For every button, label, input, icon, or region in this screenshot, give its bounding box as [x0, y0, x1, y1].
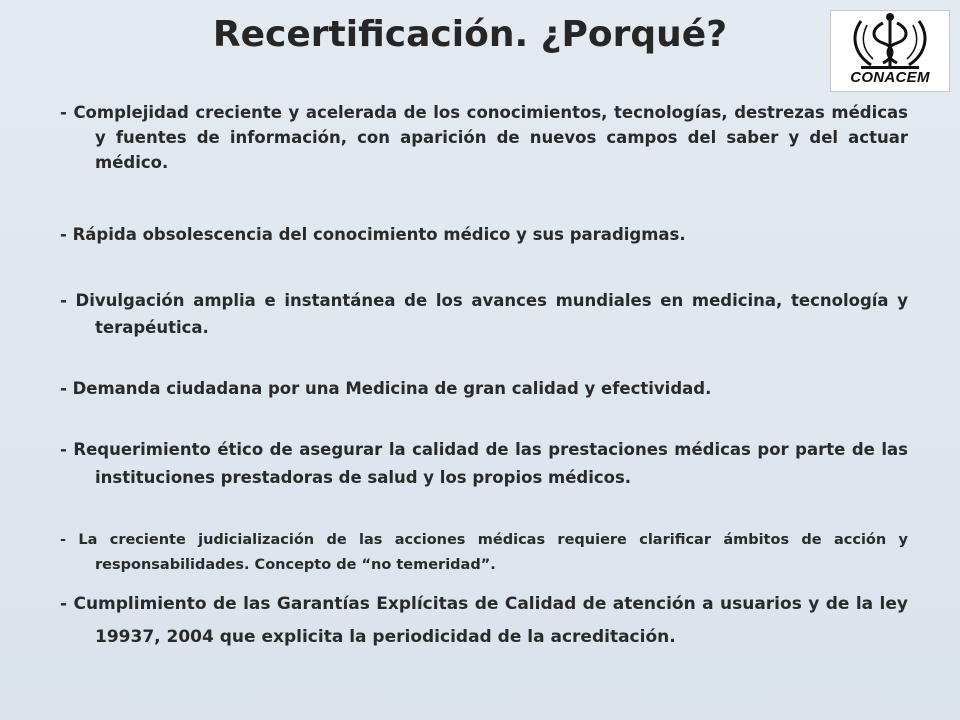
logo-text: CONACEM: [850, 69, 930, 86]
bullet-paragraph: - La creciente judicialización de las acciones médicas requiere clarificar ámbitos de acción y responsabilidades. Concepto de “no temeridad”.: [60, 532, 908, 573]
caduceus-icon: [831, 11, 949, 71]
slide-title: Recertificación. ¿Porqué?: [212, 14, 728, 55]
bullet-paragraph: - Requerimiento ético de asegurar la calidad de las prestaciones médicas por parte de las instituciones prestadoras de salud y los propios médicos.: [60, 440, 908, 487]
bullet-paragraph: - Cumplimiento de las Garantías Explícitas de Calidad de atención a usuarios y de la ley 19937, 2004 que explicita la periodicidad de la acreditación.: [60, 594, 908, 647]
bullet-paragraph: - Rápida obsolescencia del conocimiento médico y sus paradigmas.: [60, 225, 686, 244]
bullet-paragraph: - Demanda ciudadana por una Medicina de gran calidad y efectividad.: [60, 379, 712, 398]
bullet-paragraph: - Complejidad creciente y acelerada de los conocimientos, tecnologías, destrezas médicas y fuentes de información, con aparición de nuevos campos del saber y del actuar médico.: [60, 103, 908, 172]
bullet-paragraph: - Divulgación amplia e instantánea de los avances mundiales en medicina, tecnología y terapéutica.: [60, 291, 908, 337]
conacem-logo: [830, 10, 950, 92]
